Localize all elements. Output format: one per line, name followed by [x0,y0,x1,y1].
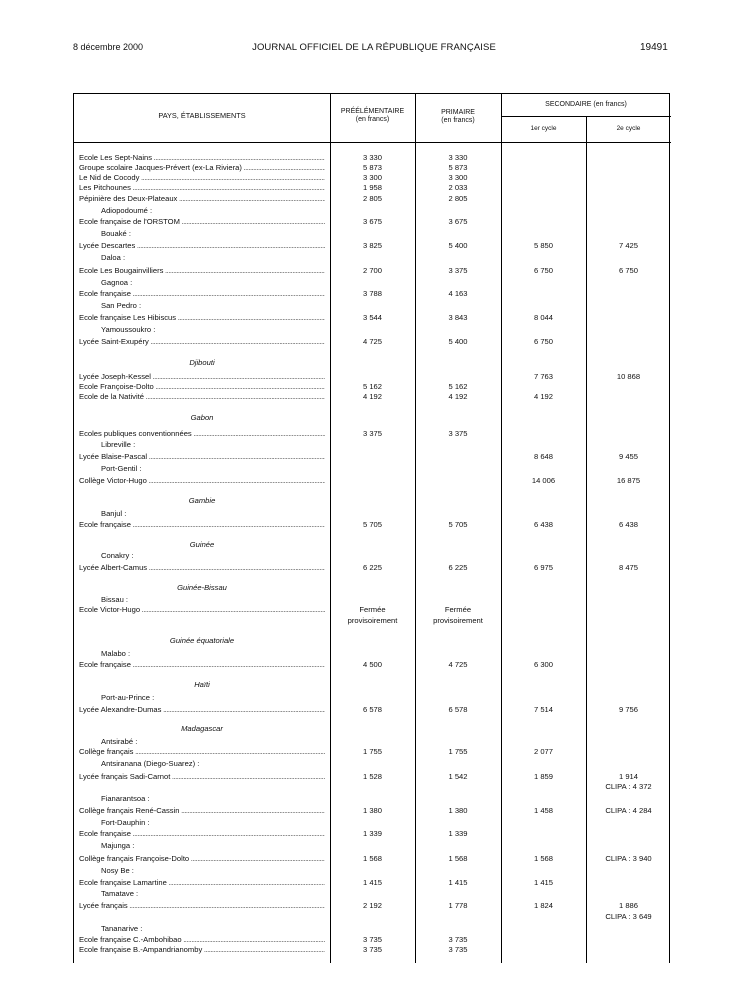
preelementaire-value: 1 755 [362,747,382,756]
primaire-value: provisoirement [433,616,483,625]
establishment-row [74,288,671,299]
preelementaire-value: 4 500 [362,660,382,669]
establishment-row [74,562,671,573]
city-name: Conakry : [101,551,134,560]
cycle1-value: 1 568 [533,854,553,863]
preelementaire-value: 3 544 [362,313,382,322]
city-row [74,300,671,311]
establishment-row [74,659,671,670]
cycle1-value: 7 514 [533,705,553,714]
establishment-row [74,828,671,839]
cycle1-value: 1 458 [533,806,553,815]
primaire-value: 1 415 [448,878,468,887]
city-name: Antsiranana (Diego-Suarez) : [101,759,200,768]
establishment-row [74,853,671,864]
page-date: 8 décembre 2000 [73,42,144,52]
establishment-name: Lycée français Sadi-Carnot ..... [79,771,325,782]
establishment-row [74,336,671,347]
preelementaire-value: 3 300 [362,173,382,182]
cycle1-value: 8 648 [533,452,553,461]
city-row [74,793,671,804]
establishment-name: Collège français Françoise-Dolto ..... [79,853,325,864]
continuation-row [74,781,671,792]
primaire-value: 3 735 [448,935,468,944]
country-row [74,412,671,423]
journal-title: JOURNAL OFFICIEL DE LA RÉPUBLIQUE FRANÇAISE [252,42,496,53]
cycle2-value: 16 875 [616,476,641,485]
preelementaire-value: 6 225 [362,563,382,572]
cycle2-value: 8 475 [618,563,638,572]
city-name: Tananarive : [101,924,143,933]
header-cycle-1: 1er cycle [530,125,557,132]
preelementaire-value: 5 873 [362,163,382,172]
header-preelementaire-unit: (en francs) [355,116,390,123]
preelementaire-value: 3 788 [362,289,382,298]
cycle2-value: 10 868 [616,372,641,381]
establishment-name: Le Nid de Cocody ..... [79,172,325,183]
primaire-value: 1 568 [448,854,468,863]
city-name: Tamatave : [101,889,139,898]
city-name: San Pedro : [101,301,142,310]
establishment-name: Lycée Joseph-Kessel ..... [79,371,325,382]
establishment-row [74,519,671,530]
city-row [74,840,671,851]
cycle2-value: 7 425 [618,241,638,250]
establishment-row [74,900,671,911]
primaire-value: 3 330 [448,153,468,162]
city-row [74,923,671,934]
establishment-name: Ecole Les Bougainvilliers ..... [79,265,325,276]
header-preelementaire [330,108,415,124]
preelementaire-value: 2 192 [362,901,382,910]
establishment-name: Collège Victor-Hugo ..... [79,475,325,486]
country-name: Madagascar [181,724,223,733]
primaire-value: 2 805 [448,194,468,203]
primaire-value: 4 725 [448,660,468,669]
establishment-row [74,265,671,276]
city-name: Malabo : [101,649,131,658]
establishment-name: Ecole française ..... [79,659,325,670]
cycle1-value: 6 300 [533,660,553,669]
header-pays: PAYS, ÉTABLISSEMENTS [158,111,246,120]
cycle1-value: 6 750 [533,337,553,346]
preelementaire-value: 5 162 [362,382,382,391]
establishment-name: Lycée Blaise-Pascal ..... [79,451,325,462]
city-row [74,205,671,216]
cycle2-value: CLIPA : 3 940 [605,854,652,863]
primaire-value: 3 843 [448,313,468,322]
establishment-name: Ecole Les Sept-Nains ..... [79,152,325,163]
establishment-row [74,216,671,227]
country-row [74,723,671,734]
cycle1-value: 6 975 [533,563,553,572]
establishment-row [74,240,671,251]
city-row [74,865,671,876]
primaire-value: Fermée [444,605,472,614]
cycle2-value: CLIPA : 3 649 [605,912,652,921]
establishment-name: Ecole Françoise-Dolto ..... [79,381,325,392]
establishment-name: Ecole française C.-Ambohibao ..... [79,934,325,945]
city-name: Daloa : [101,253,126,262]
establishment-name: Ecole française Les Hibiscus ..... [79,312,325,323]
country-row [74,539,671,550]
establishment-row [74,193,671,204]
primaire-value: 3 675 [448,217,468,226]
city-name: Adiopodoumé : [101,206,153,215]
establishment-row [74,475,671,486]
preelementaire-value: 3 735 [362,945,382,954]
preelementaire-value: 3 375 [362,429,382,438]
city-row [74,692,671,703]
cycle1-value: 1 824 [533,901,553,910]
city-row [74,463,671,474]
primaire-value: 5 873 [448,163,468,172]
primaire-value: 3 375 [448,429,468,438]
cycle2-value: CLIPA : 4 372 [605,782,652,791]
cycle1-value: 4 192 [533,392,553,401]
preelementaire-value: 1 958 [362,183,382,192]
establishment-row [74,704,671,715]
primaire-value: 5 400 [448,337,468,346]
cycle1-value: 1 859 [533,772,553,781]
country-name: Gambie [188,496,216,505]
header-rule [74,142,671,143]
country-name: Guinée [189,540,215,549]
cycle2-value: 9 455 [618,452,638,461]
preelementaire-value: Fermée [359,605,386,614]
header-preelementaire-label: PRÉÉLÉMENTAIRE [340,108,405,115]
header-primaire-unit: (en francs) [441,117,475,124]
cycle2-value: 6 750 [618,266,638,275]
preelementaire-value: 2 700 [362,266,382,275]
city-row [74,758,671,769]
cycle1-value: 6 750 [533,266,553,275]
preelementaire-value: 4 192 [362,392,382,401]
page-number: 19491 [640,42,668,53]
city-name: Fianarantsoa : [101,794,150,803]
city-row [74,439,671,450]
primaire-value: 5 162 [448,382,468,391]
preelementaire-value: 3 330 [362,153,382,162]
primaire-value: 1 542 [448,772,468,781]
header-rule [501,116,671,117]
establishment-name: Ecole française de l'ORSTOM ..... [79,216,325,227]
city-name: Bissau : [101,595,129,604]
city-name: Banjul : [101,509,127,518]
primaire-value: 3 735 [448,945,468,954]
establishment-row [74,182,671,193]
preelementaire-value: 1 380 [362,806,382,815]
primaire-value: 2 033 [448,183,468,192]
preelementaire-value: provisoirement [347,616,398,625]
primaire-value: 4 192 [448,392,468,401]
country-row [74,582,671,593]
cycle1-value: 6 438 [533,520,553,529]
country-row [74,635,671,646]
tariff-table [73,93,670,963]
establishment-row [74,428,671,439]
header-primaire [415,109,501,125]
preelementaire-value: 3 825 [362,241,382,250]
preelementaire-value: 4 725 [362,337,382,346]
cycle2-value: CLIPA : 4 284 [605,806,652,815]
preelementaire-value: 2 805 [362,194,382,203]
establishment-name: Ecole française Lamartine ..... [79,877,325,888]
preelementaire-value: 3 735 [362,935,382,944]
city-row [74,252,671,263]
establishment-row [74,746,671,757]
establishment-row [74,312,671,323]
establishment-name: Groupe scolaire Jacques-Prévert (ex-La Riviera) ..... [79,162,325,173]
country-row [74,495,671,506]
establishment-name: Ecoles publiques conventionnées ..... [79,428,325,439]
primaire-value: 3 375 [448,266,468,275]
country-name: Gabon [190,413,214,422]
country-name: Guinée-Bissau [177,583,227,592]
country-row [74,357,671,368]
cycle1-value: 7 763 [533,372,553,381]
preelementaire-value: 3 675 [362,217,382,226]
establishment-name: Ecole française ..... [79,519,325,530]
establishment-name: Pépinière des Deux-Plateaux ..... [79,193,325,204]
establishment-name: Ecole française ..... [79,828,325,839]
country-name: Guinée équatoriale [169,636,235,645]
establishment-name: Lycée Saint-Exupéry ..... [79,336,325,347]
city-name: Bouaké : [101,229,131,238]
cycle1-value: 14 006 [531,476,556,485]
preelementaire-value: 5 705 [362,520,382,529]
city-name: Majunga : [101,841,135,850]
cycle1-value: 5 850 [533,241,553,250]
country-row [74,679,671,690]
city-name: Port-Gentil : [101,464,142,473]
primaire-value: 5 705 [448,520,468,529]
primaire-value: 3 300 [448,173,468,182]
preelementaire-value: 1 339 [362,829,382,838]
city-row [74,817,671,828]
primaire-value: 6 578 [448,705,468,714]
establishment-row [74,604,671,615]
country-name: Djibouti [189,358,215,367]
city-name: Nosy Be : [101,866,134,875]
establishment-row [74,451,671,462]
preelementaire-value: 6 578 [362,705,382,714]
continuation-row [74,615,671,626]
city-name: Port-au-Prince : [101,693,155,702]
cycle1-value: 1 415 [533,878,553,887]
city-name: Libreville : [101,440,136,449]
primaire-value: 1 755 [448,747,468,756]
primaire-value: 5 400 [448,241,468,250]
header-cycle-2: 2e cycle [616,125,641,132]
establishment-row [74,391,671,402]
establishment-name: Ecole française ..... [79,288,325,299]
establishment-name: Lycée Alexandre-Dumas ..... [79,704,325,715]
establishment-name: Collège français ..... [79,746,325,757]
establishment-name: Lycée Albert-Camus ..... [79,562,325,573]
establishment-row [74,805,671,816]
cycle2-value: 9 756 [618,705,638,714]
city-name: Fort-Dauphin : [101,818,150,827]
establishment-name: Collège français René-Cassin ..... [79,805,325,816]
city-name: Yamoussoukro : [101,325,156,334]
header-primaire-label: PRIMAIRE [441,109,475,116]
establishment-name: Ecole française B.-Ampandrianomby ..... [79,944,325,955]
cycle1-value: 2 077 [533,747,553,756]
primaire-value: 1 339 [448,829,468,838]
establishment-name: Ecole de la Nativité ..... [79,391,325,402]
city-row [74,648,671,659]
city-row [74,277,671,288]
cycle2-value: 6 438 [618,520,638,529]
city-row [74,888,671,899]
preelementaire-value: 1 415 [362,878,382,887]
city-row [74,228,671,239]
establishment-row [74,944,671,955]
establishment-name: Ecole Victor-Hugo ..... [79,604,325,615]
preelementaire-value: 1 568 [362,854,382,863]
establishment-name: Les Pitchounes ..... [79,182,325,193]
cycle1-value: 8 044 [533,313,553,322]
continuation-row [74,911,671,922]
city-row [74,550,671,561]
city-name: Antsirabé : [101,737,138,746]
establishment-name: Lycée Descartes ..... [79,240,325,251]
header-secondaire: SECONDAIRE (en francs) [545,101,627,108]
establishment-name: Lycée français ..... [79,900,325,911]
primaire-value: 6 225 [448,563,468,572]
city-row [74,324,671,335]
city-name: Gagnoa : [101,278,133,287]
establishment-row [74,877,671,888]
primaire-value: 4 163 [448,289,468,298]
city-row [74,508,671,519]
primaire-value: 1 380 [448,806,468,815]
country-name: Haïti [194,680,210,689]
cycle2-value: 1 886 [618,901,638,910]
preelementaire-value: 1 528 [362,772,382,781]
cycle2-value: 1 914 [618,772,638,781]
primaire-value: 1 778 [448,901,468,910]
